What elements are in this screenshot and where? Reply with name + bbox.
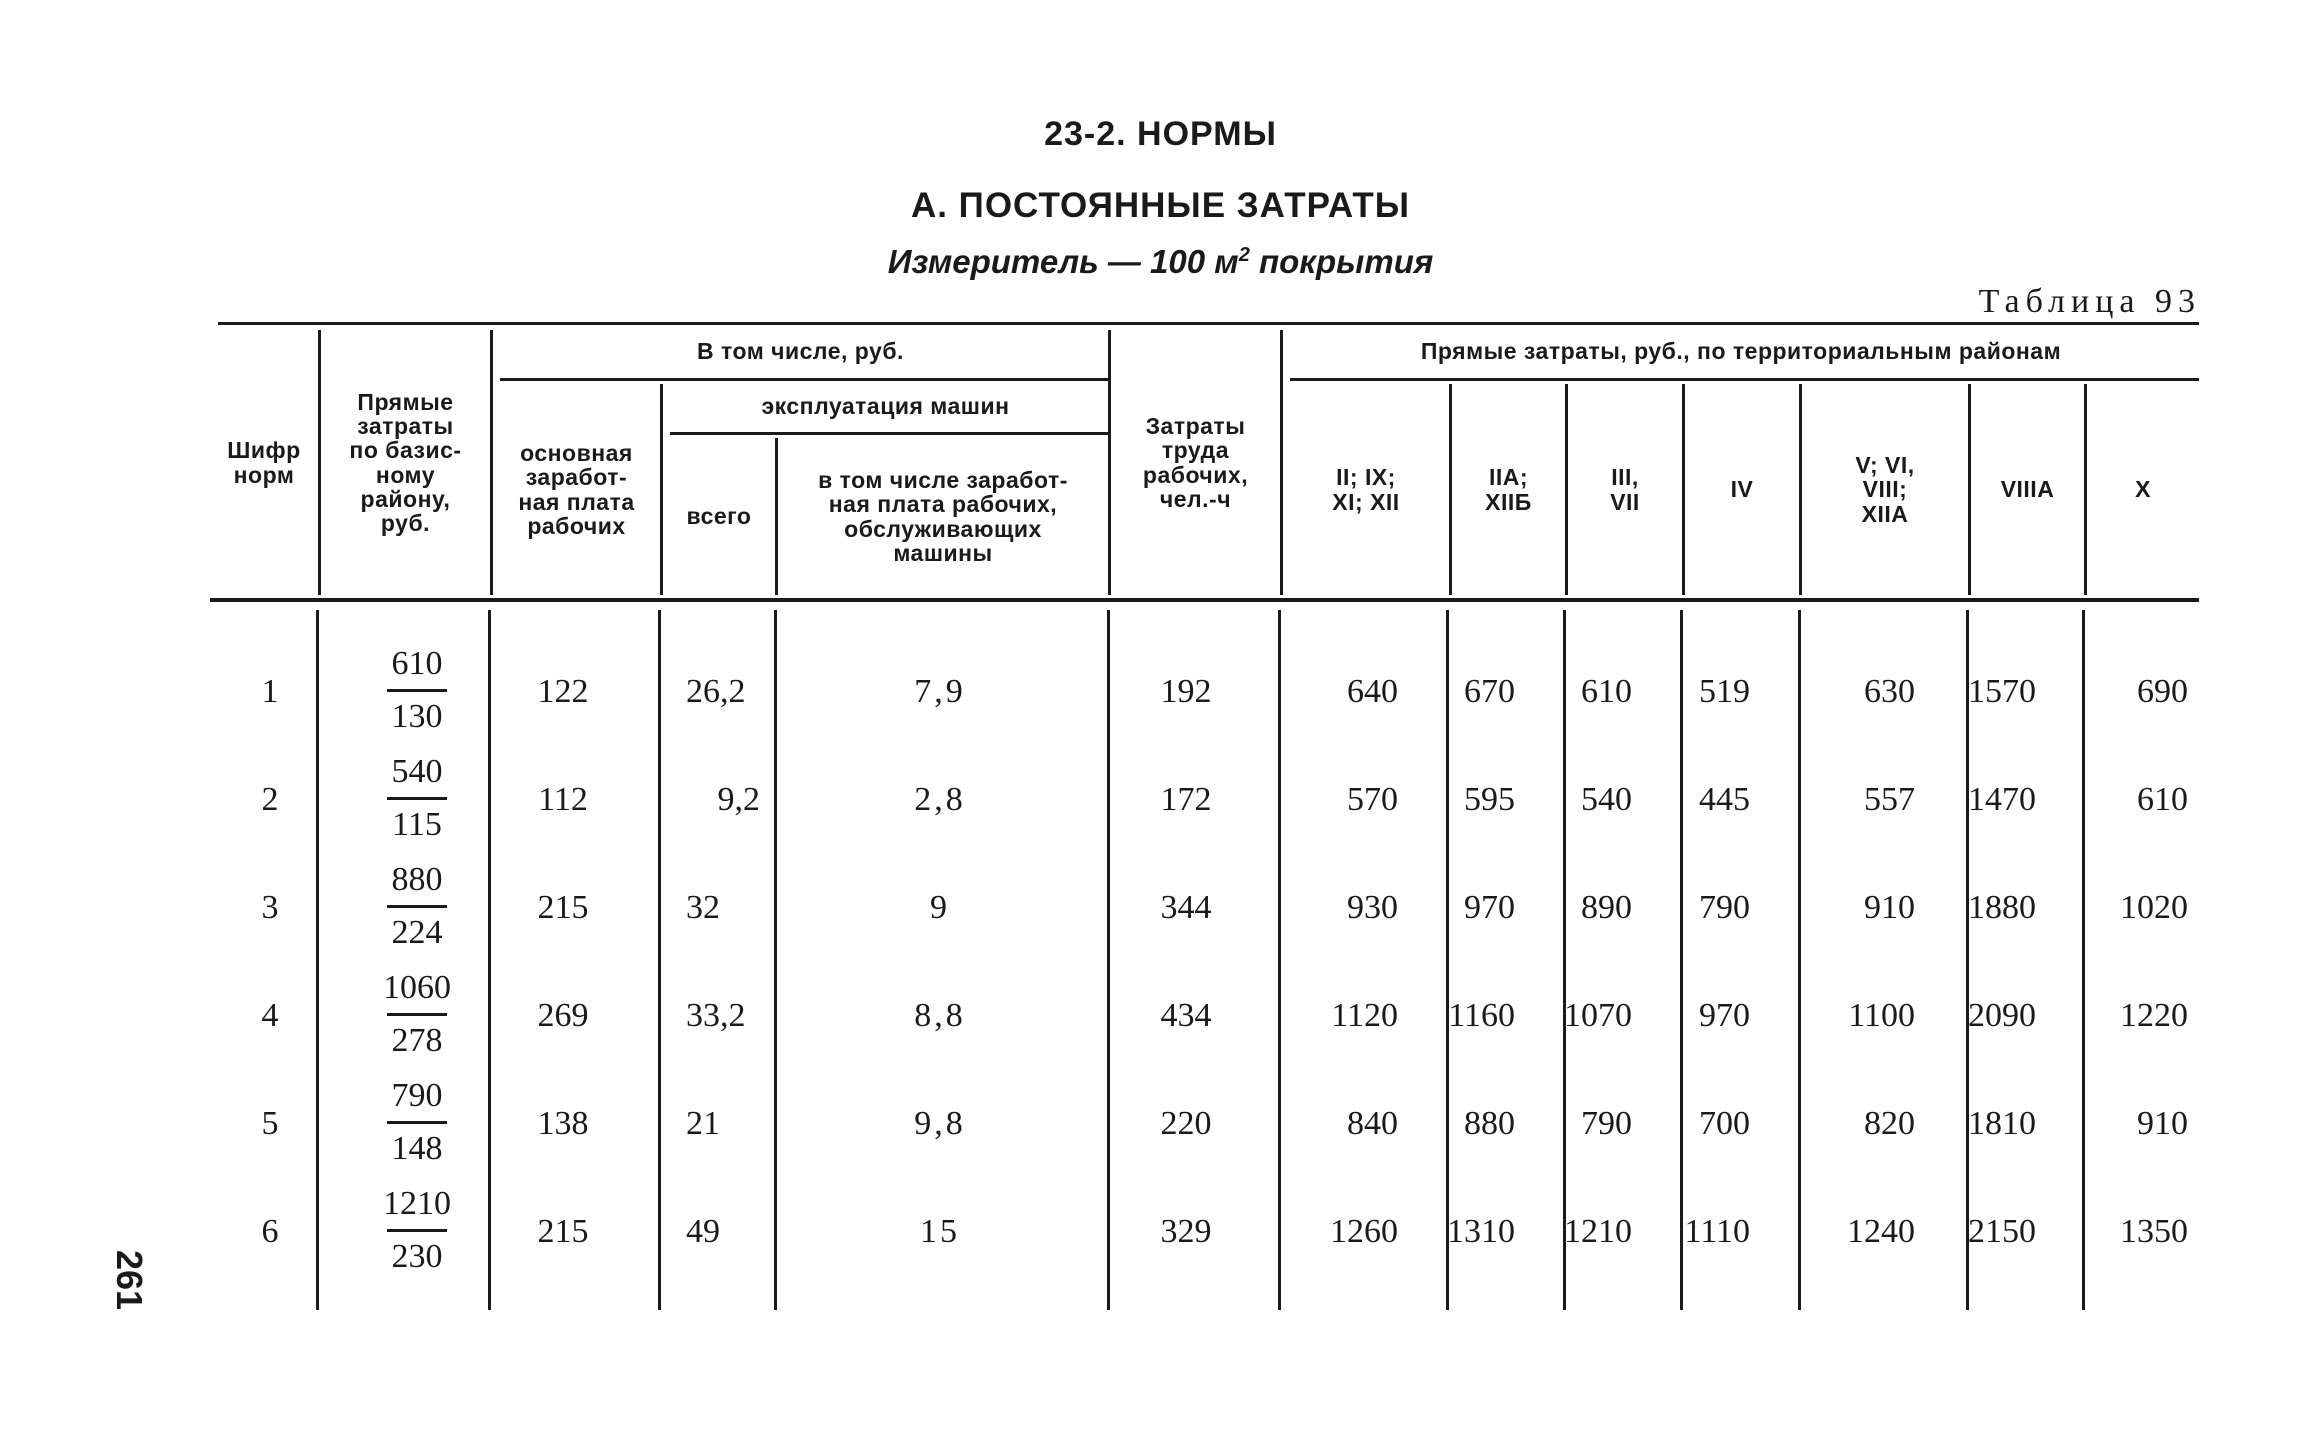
direct-cost-wage-value: 148 [391,1130,443,1167]
region-cost-value: 1120 [1331,997,1398,1034]
row-code: 2 [261,781,279,818]
row-code: 3 [261,889,279,926]
machines-wage-value: 15 [920,1213,960,1250]
page-number: 261 [109,1250,150,1311]
region-cost-value: 630 [1864,673,1915,710]
col-header-direct-costs: Прямые затраты по базис- ному району, руб. [349,389,462,536]
region-cost-value: 880 [1464,1105,1515,1142]
region-cost-value: 1110 [1684,1213,1750,1250]
wage-value: 269 [537,997,589,1034]
region-cost-value: 610 [1581,673,1632,710]
col-header-region: IV [1730,476,1754,503]
region-cost-value: 910 [1864,889,1915,926]
region-cost-value: 840 [1347,1105,1398,1142]
machines-total-value: 32 [686,889,720,926]
direct-cost-value: 1060 [383,969,451,1006]
wage-value: 215 [537,889,589,926]
col-header-machines-total: всего [686,503,752,530]
labor-value: 344 [1160,889,1212,926]
machines-total-value: 26,2 [686,673,746,710]
region-cost-value: 1470 [1968,781,2036,818]
region-cost-value: 690 [2137,673,2188,710]
col-divider [658,610,661,1310]
direct-cost-wage-value: 278 [391,1022,443,1059]
region-cost-value: 1070 [1564,997,1632,1034]
machines-group-rule [670,432,1108,435]
labor-value: 329 [1160,1213,1212,1250]
row-code: 1 [261,673,279,710]
col-header-region: V; VI, VIII; XIIА [1855,452,1915,527]
table-top-rule [218,322,2199,325]
labor-value: 192 [1160,673,1212,710]
region-cost-value: 445 [1699,781,1750,818]
region-cost-value: 1160 [1448,997,1515,1034]
region-cost-value: 570 [1347,781,1398,818]
col-header-machines-wage: в том числе заработ- ная плата рабочих, обслуживающих машины [818,467,1068,566]
machines-wage-value: 7,9 [914,673,966,710]
machines-total-value: 49 [686,1213,720,1250]
direct-cost-wage-value: 224 [391,914,443,951]
direct-cost-fraction [382,647,452,734]
section-title: 23-2. НОРМЫ [1044,115,1277,153]
machines-wage-value: 9,8 [914,1105,966,1142]
region-cost-value: 1570 [1968,673,2036,710]
col-divider [488,610,491,1310]
region-cost-value: 1100 [1848,997,1915,1034]
incl-group-rule [500,378,1108,381]
wage-value: 112 [538,781,588,818]
region-cost-value: 1240 [1847,1213,1915,1250]
col-header-labor: Затраты труда рабочих, чел.-ч [1142,413,1249,512]
region-cost-value: 610 [2137,781,2188,818]
row-code: 5 [261,1105,279,1142]
region-cost-value: 540 [1581,781,1632,818]
labor-value: 434 [1160,997,1212,1034]
col-header-region: IIА; XIIБ [1485,464,1532,515]
direct-cost-wage-value: 230 [391,1238,443,1275]
col-group-machines: эксплуатация машин [761,392,1010,419]
machines-total-value: 33,2 [686,997,746,1034]
direct-cost-fraction [382,971,452,1058]
col-divider [774,610,777,1310]
region-cost-value: 2090 [1968,997,2036,1034]
wage-value: 138 [537,1105,589,1142]
col-divider [1563,610,1566,1310]
region-cost-value: 790 [1581,1105,1632,1142]
col-header-wage: основная заработ- ная плата рабочих [518,440,635,539]
unit-of-measure [0,243,2321,281]
col-divider [1966,610,1969,1310]
region-cost-value: 890 [1581,889,1632,926]
region-cost-value: 1310 [1447,1213,1515,1250]
direct-cost-value: 1210 [383,1185,451,1222]
regions-group-rule [1290,378,2199,381]
region-cost-value: 970 [1464,889,1515,926]
row-code: 4 [261,997,279,1034]
subsection-title: А. ПОСТОЯННЫЕ ЗАТРАТЫ [910,186,1411,225]
region-cost-value: 1880 [1968,889,2036,926]
col-divider [1680,610,1683,1310]
unit-suffix: покрытия [1249,243,1434,280]
region-cost-value: 1810 [1968,1105,2036,1142]
wage-value: 122 [537,673,589,710]
direct-cost-fraction [382,1079,452,1166]
region-cost-value: 970 [1699,997,1750,1034]
row-code: 6 [261,1213,279,1250]
machines-total-value: 21 [686,1105,720,1142]
direct-cost-fraction [382,863,452,950]
machines-wage-value: 8,8 [914,997,966,1034]
col-divider [1107,610,1110,1310]
region-cost-value: 2150 [1968,1213,2036,1250]
col-header-region: X [2135,476,2151,503]
machines-wage-value: 2,8 [914,781,966,818]
col-header-region: VIIIА [2000,476,2055,503]
region-cost-value: 1210 [1564,1213,1632,1250]
direct-cost-fraction [382,1187,452,1274]
region-cost-value: 790 [1699,889,1750,926]
region-cost-value: 910 [2137,1105,2188,1142]
direct-cost-value: 880 [391,861,443,898]
machines-total-value: 9,2 [717,781,760,818]
unit-superscript: 2 [1238,244,1250,266]
region-cost-value: 640 [1347,673,1398,710]
unit-prefix: Измеритель — 100 м [887,243,1239,280]
direct-cost-fraction [382,755,452,842]
region-cost-value: 820 [1864,1105,1915,1142]
region-cost-value: 1020 [2120,889,2188,926]
direct-cost-value: 790 [391,1077,443,1114]
direct-cost-value: 610 [391,645,443,682]
region-cost-value: 557 [1864,781,1915,818]
wage-value: 215 [537,1213,589,1250]
region-cost-value: 1260 [1330,1213,1398,1250]
region-cost-value: 519 [1699,673,1750,710]
col-divider [1278,610,1281,1310]
region-cost-value: 595 [1464,781,1515,818]
direct-cost-value: 540 [391,753,443,790]
col-header-region: III, VII [1610,464,1640,515]
col-divider [2082,610,2085,1310]
table-label: Таблица 93 [1978,283,2201,320]
labor-value: 172 [1160,781,1212,818]
col-divider [1446,610,1449,1310]
col-divider [316,610,319,1310]
region-cost-value: 1220 [2120,997,2188,1034]
labor-value: 220 [1160,1105,1212,1142]
col-group-regions: Прямые затраты, руб., по территориальным районам [1420,337,2062,364]
header-bottom-rule [210,598,2199,602]
col-group-including: В том числе, руб. [697,337,904,364]
col-divider [1798,610,1801,1310]
region-cost-value: 1350 [2120,1213,2188,1250]
col-header-code: Шифр норм [227,437,301,488]
machines-wage-value: 9 [930,889,950,926]
direct-cost-wage-value: 130 [391,698,443,735]
region-cost-value: 670 [1464,673,1515,710]
region-cost-value: 930 [1347,889,1398,926]
col-header-region: II; IX; XI; XII [1332,464,1400,515]
region-cost-value: 700 [1699,1105,1750,1142]
direct-cost-wage-value: 115 [392,806,442,843]
